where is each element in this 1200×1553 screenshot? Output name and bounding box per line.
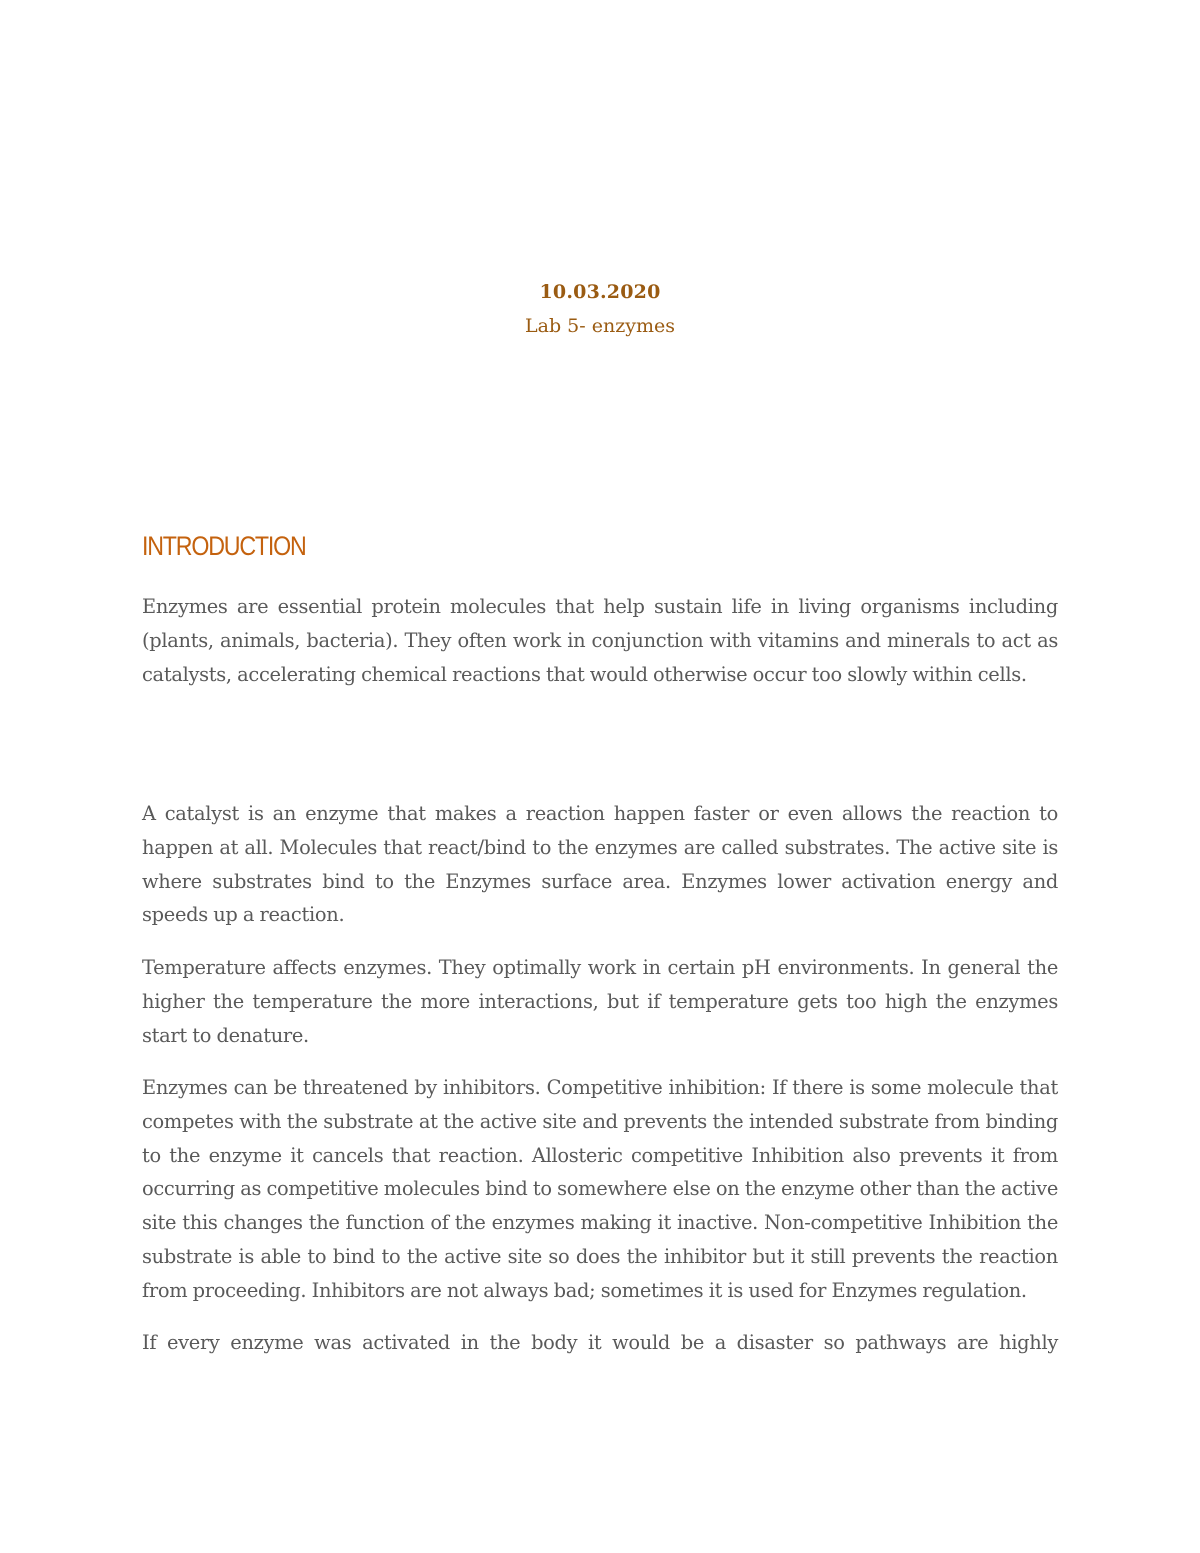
paragraph: Enzymes are essential protein molecules that help sustain life in living organisms including (plants, animals, bacteria). They often work in conjunction with vitamins and minerals to act as catalysts, accelerating chemical reactions that would otherwise occur too slowly within cells. bbox=[142, 595, 1058, 686]
paragraph: Temperature affects enzymes. They optimally work in certain pH environments. In general the higher the temperature the more interactions, but if temperature gets too high the enzymes start to denature. bbox=[142, 956, 1058, 1047]
document-subtitle: Lab 5- enzymes bbox=[525, 315, 675, 337]
document-date: 10.03.2020 bbox=[539, 281, 661, 303]
section-heading: INTRODUCTION bbox=[142, 531, 306, 561]
paragraph: If every enzyme was activated in the body it would be a disaster so pathways are highly bbox=[142, 1331, 1058, 1354]
paragraph: A catalyst is an enzyme that makes a reaction happen faster or even allows the reaction to happen at all. Molecules that react/bind to the enzymes are called substrates. The active site is where substrates bind to the Enzymes surface area. Enzymes lower activation energy and speeds up a reaction. bbox=[142, 802, 1058, 927]
paragraph: Enzymes can be threatened by inhibitors. Competitive inhibition: If there is some molecule that competes with the substrate at the active site and prevents the intended substrate from binding to the enzyme it cancels that reaction. Allosteric competitive Inhibition also prevents it from occurring as competitive molecules bind to somewhere else on the enzyme other than the active site this changes the function of the enzymes making it inactive. Non-competitive Inhibition the substrate is able to bind to the active site so does the inhibitor but it still prevents the reaction from proceeding. Inhibitors are not always bad; sometimes it is used for Enzymes regulation. bbox=[142, 1076, 1058, 1302]
